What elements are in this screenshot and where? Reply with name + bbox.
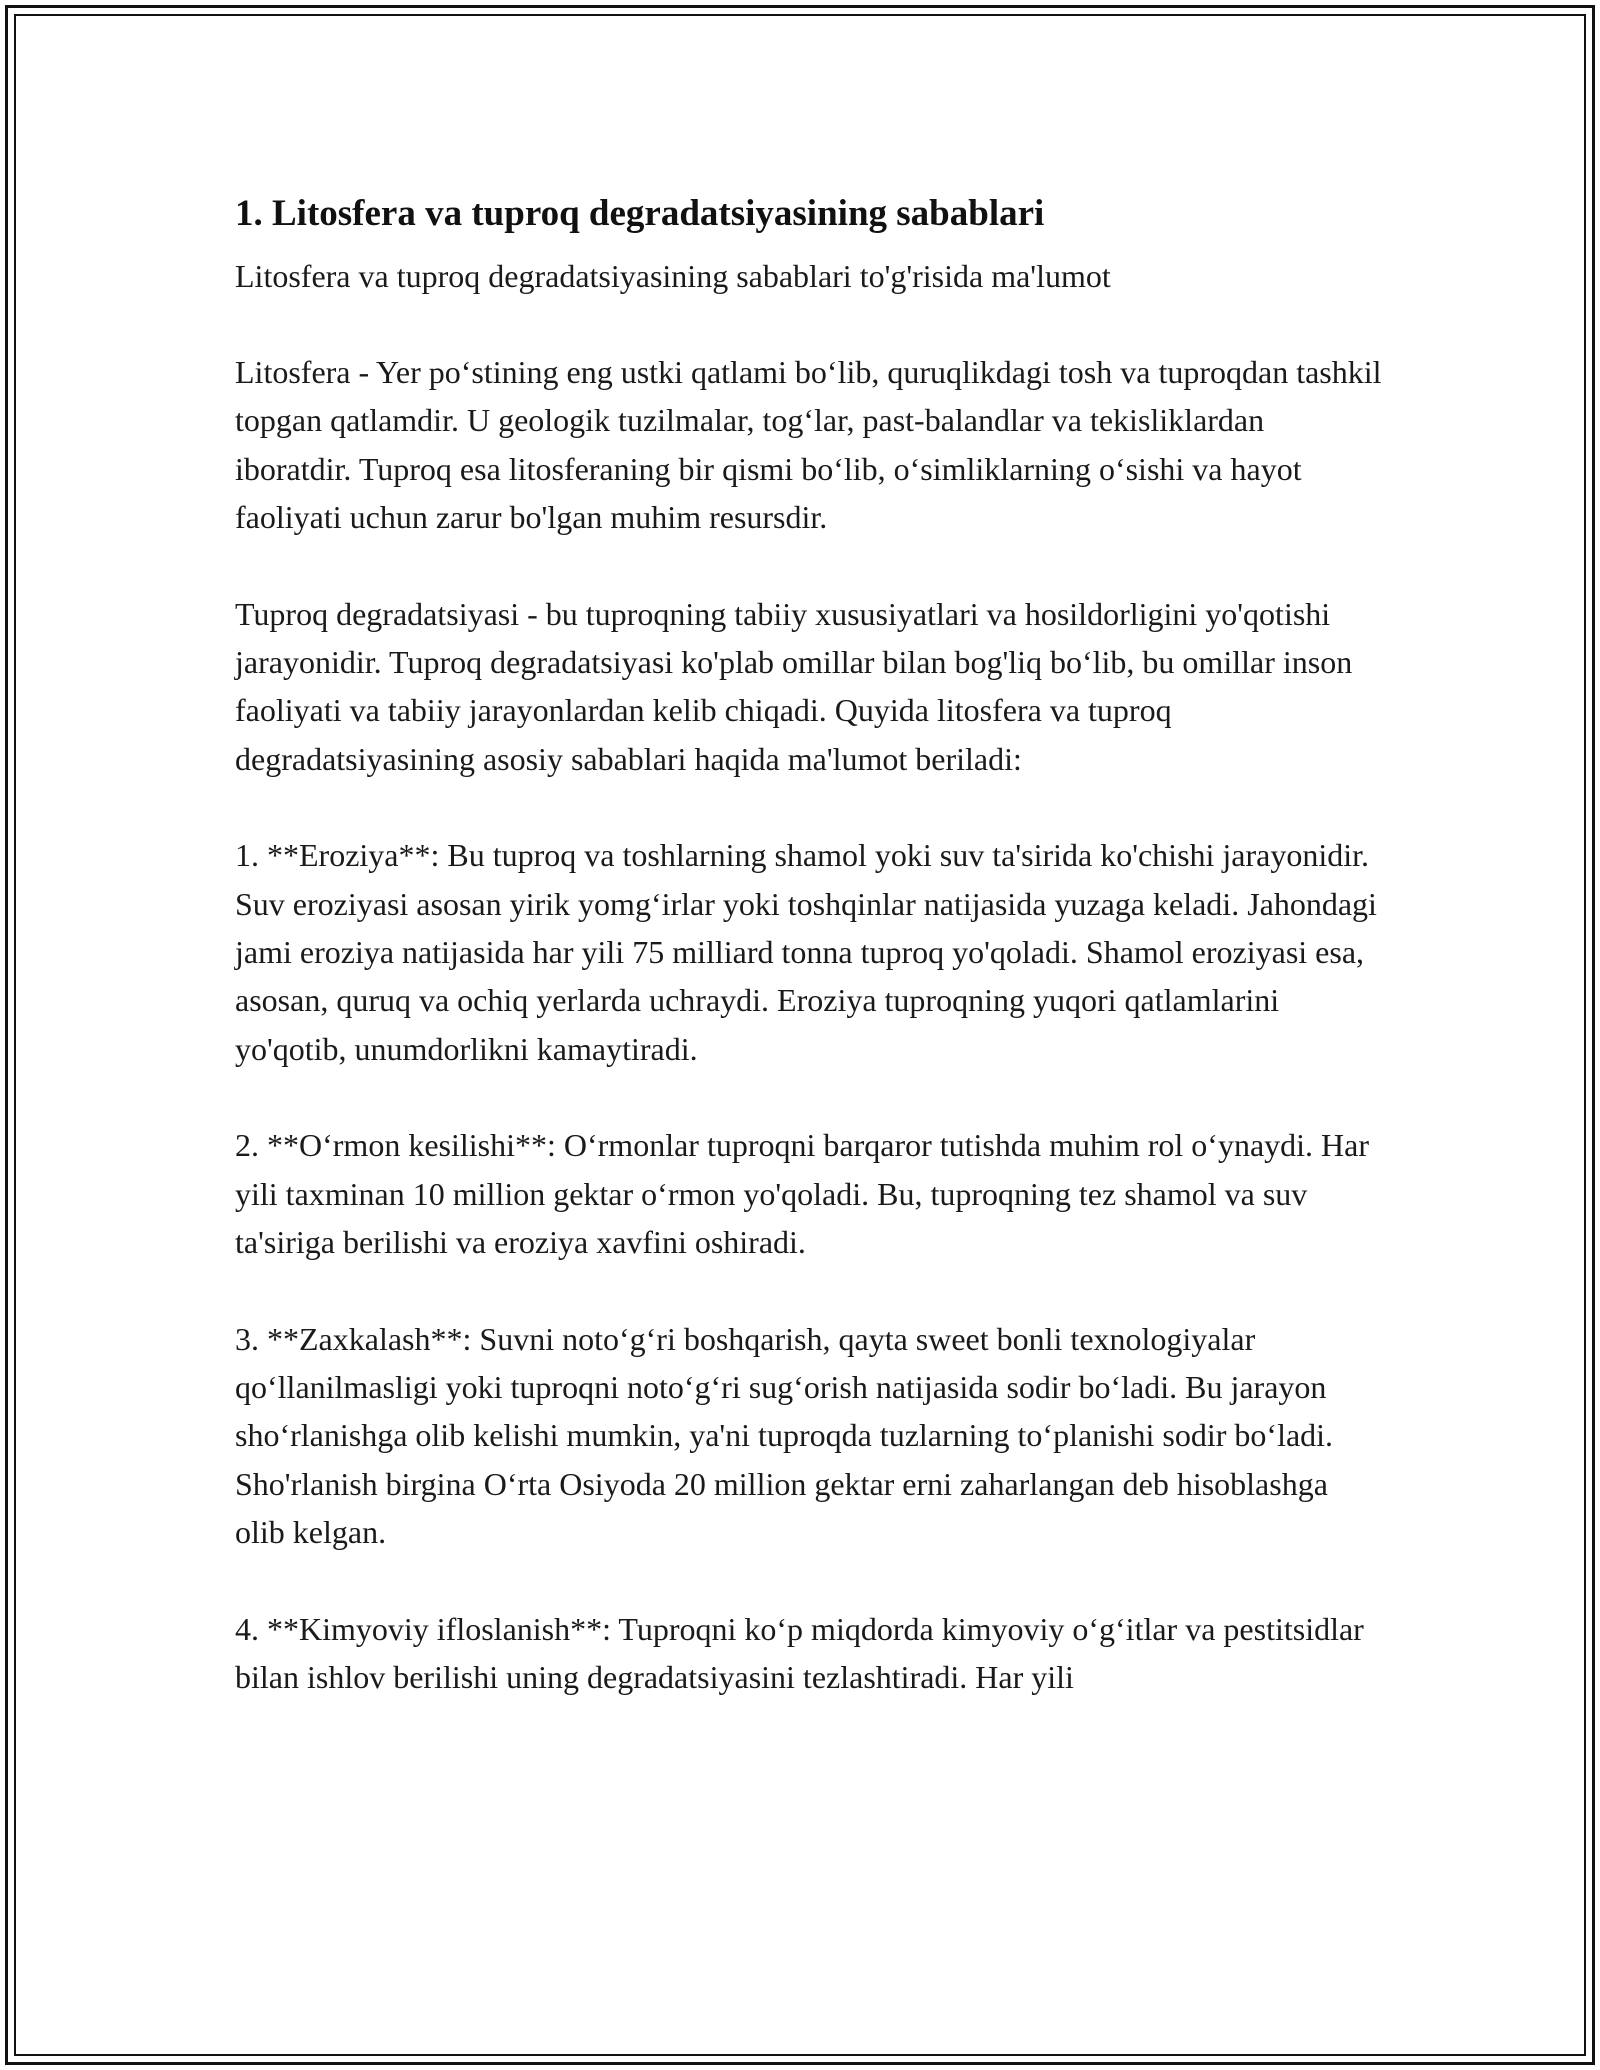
paragraph-eroziya: 1. **Eroziya**: Bu tuproq va toshlarning shamol yoki suv ta'sirida ko'chishi jarayonidir. Suv eroziyasi asosan yirik yomg‘irlar yoki toshqinlar natijasida yuzaga keladi. Jahondagi jami eroziya natijasida har yili 75 milliard tonna tuproq yo'qoladi. Shamol eroziyasi esa, asosan, quruq va ochiq yerlarda uchraydi. Eroziya tuproqning yuqori qatlamlarini yo'qotib, unumdorlikni kamaytiradi. [235,837,1377,1067]
paragraph-litosfera: Litosfera - Yer po‘stining eng ustki qatlami bo‘lib, quruqlikdagi tosh va tuproqdan tashkil topgan qatlamdir. U geologik tuzilmalar, tog‘lar, past-balandlar va tekisliklardan iboratdir. Tuproq esa litosferaning bir qismi bo‘lib, o‘simliklarning o‘sishi va hayot faoliyati uchun zarur bo'lgan muhim resursdir. [235,354,1382,536]
paragraph-degradatsiya: Tuproq degradatsiyasi - bu tuproqning tabiiy xususiyatlari va hosildorligini yo'qotishi jarayonidir. Tuproq degradatsiyasi ko'plab omillar bilan bog'liq bo‘lib, bu omillar inson faoliyati va tabiiy jarayonlardan kelib chiqadi. Quyida litosfera va tuproq degradatsiyasining asosiy sabablari haqida ma'lumot beriladi: [235,595,1353,777]
document-subtitle: Litosfera va tuproq degradatsiyasining sabablari to'g'risida ma'lumot [235,258,1111,294]
paragraph-kimyoviy-ifloslanish: 4. **Kimyoviy ifloslanish**: Tuproqni ko‘p miqdorda kimyoviy o‘g‘itlar va pestitsidlar bilan ishlov berilishi uning degradatsiyasini tezlashtiradi. Har yili [235,1610,1364,1695]
paragraph-zaxkalash: 3. **Zaxkalash**: Suvni noto‘g‘ri boshqarish, qayta sweet bonli texnologiyalar qo‘llanilmasligi yoki tuproqni noto‘g‘ri sug‘orish natijasida sodir bo‘ladi. Bu jarayon sho‘rlanishga olib kelishi mumkin, ya'ni tuproqda tuzlarning to‘planishi sodir bo‘ladi. Sho'rlanish birgina O‘rta Osiyoda 20 million gektar erni zaharlangan deb hisoblashga olib kelgan. [235,1320,1334,1551]
document-title: 1. Litosfera va tuproq degradatsiyasining sabablari [235,193,1045,234]
document-body [235,184,1385,1701]
paragraph-ormon-kesilishi: 2. **O‘rmon kesilishi**: O‘rmonlar tuproqni barqaror tutishda muhim rol o‘ynaydi. Har yili taxminan 10 million gektar o‘rmon yo'qoladi. Bu, tuproqning tez shamol va suv ta'siriga berilishi va eroziya xavfini oshiradi. [235,1127,1370,1261]
